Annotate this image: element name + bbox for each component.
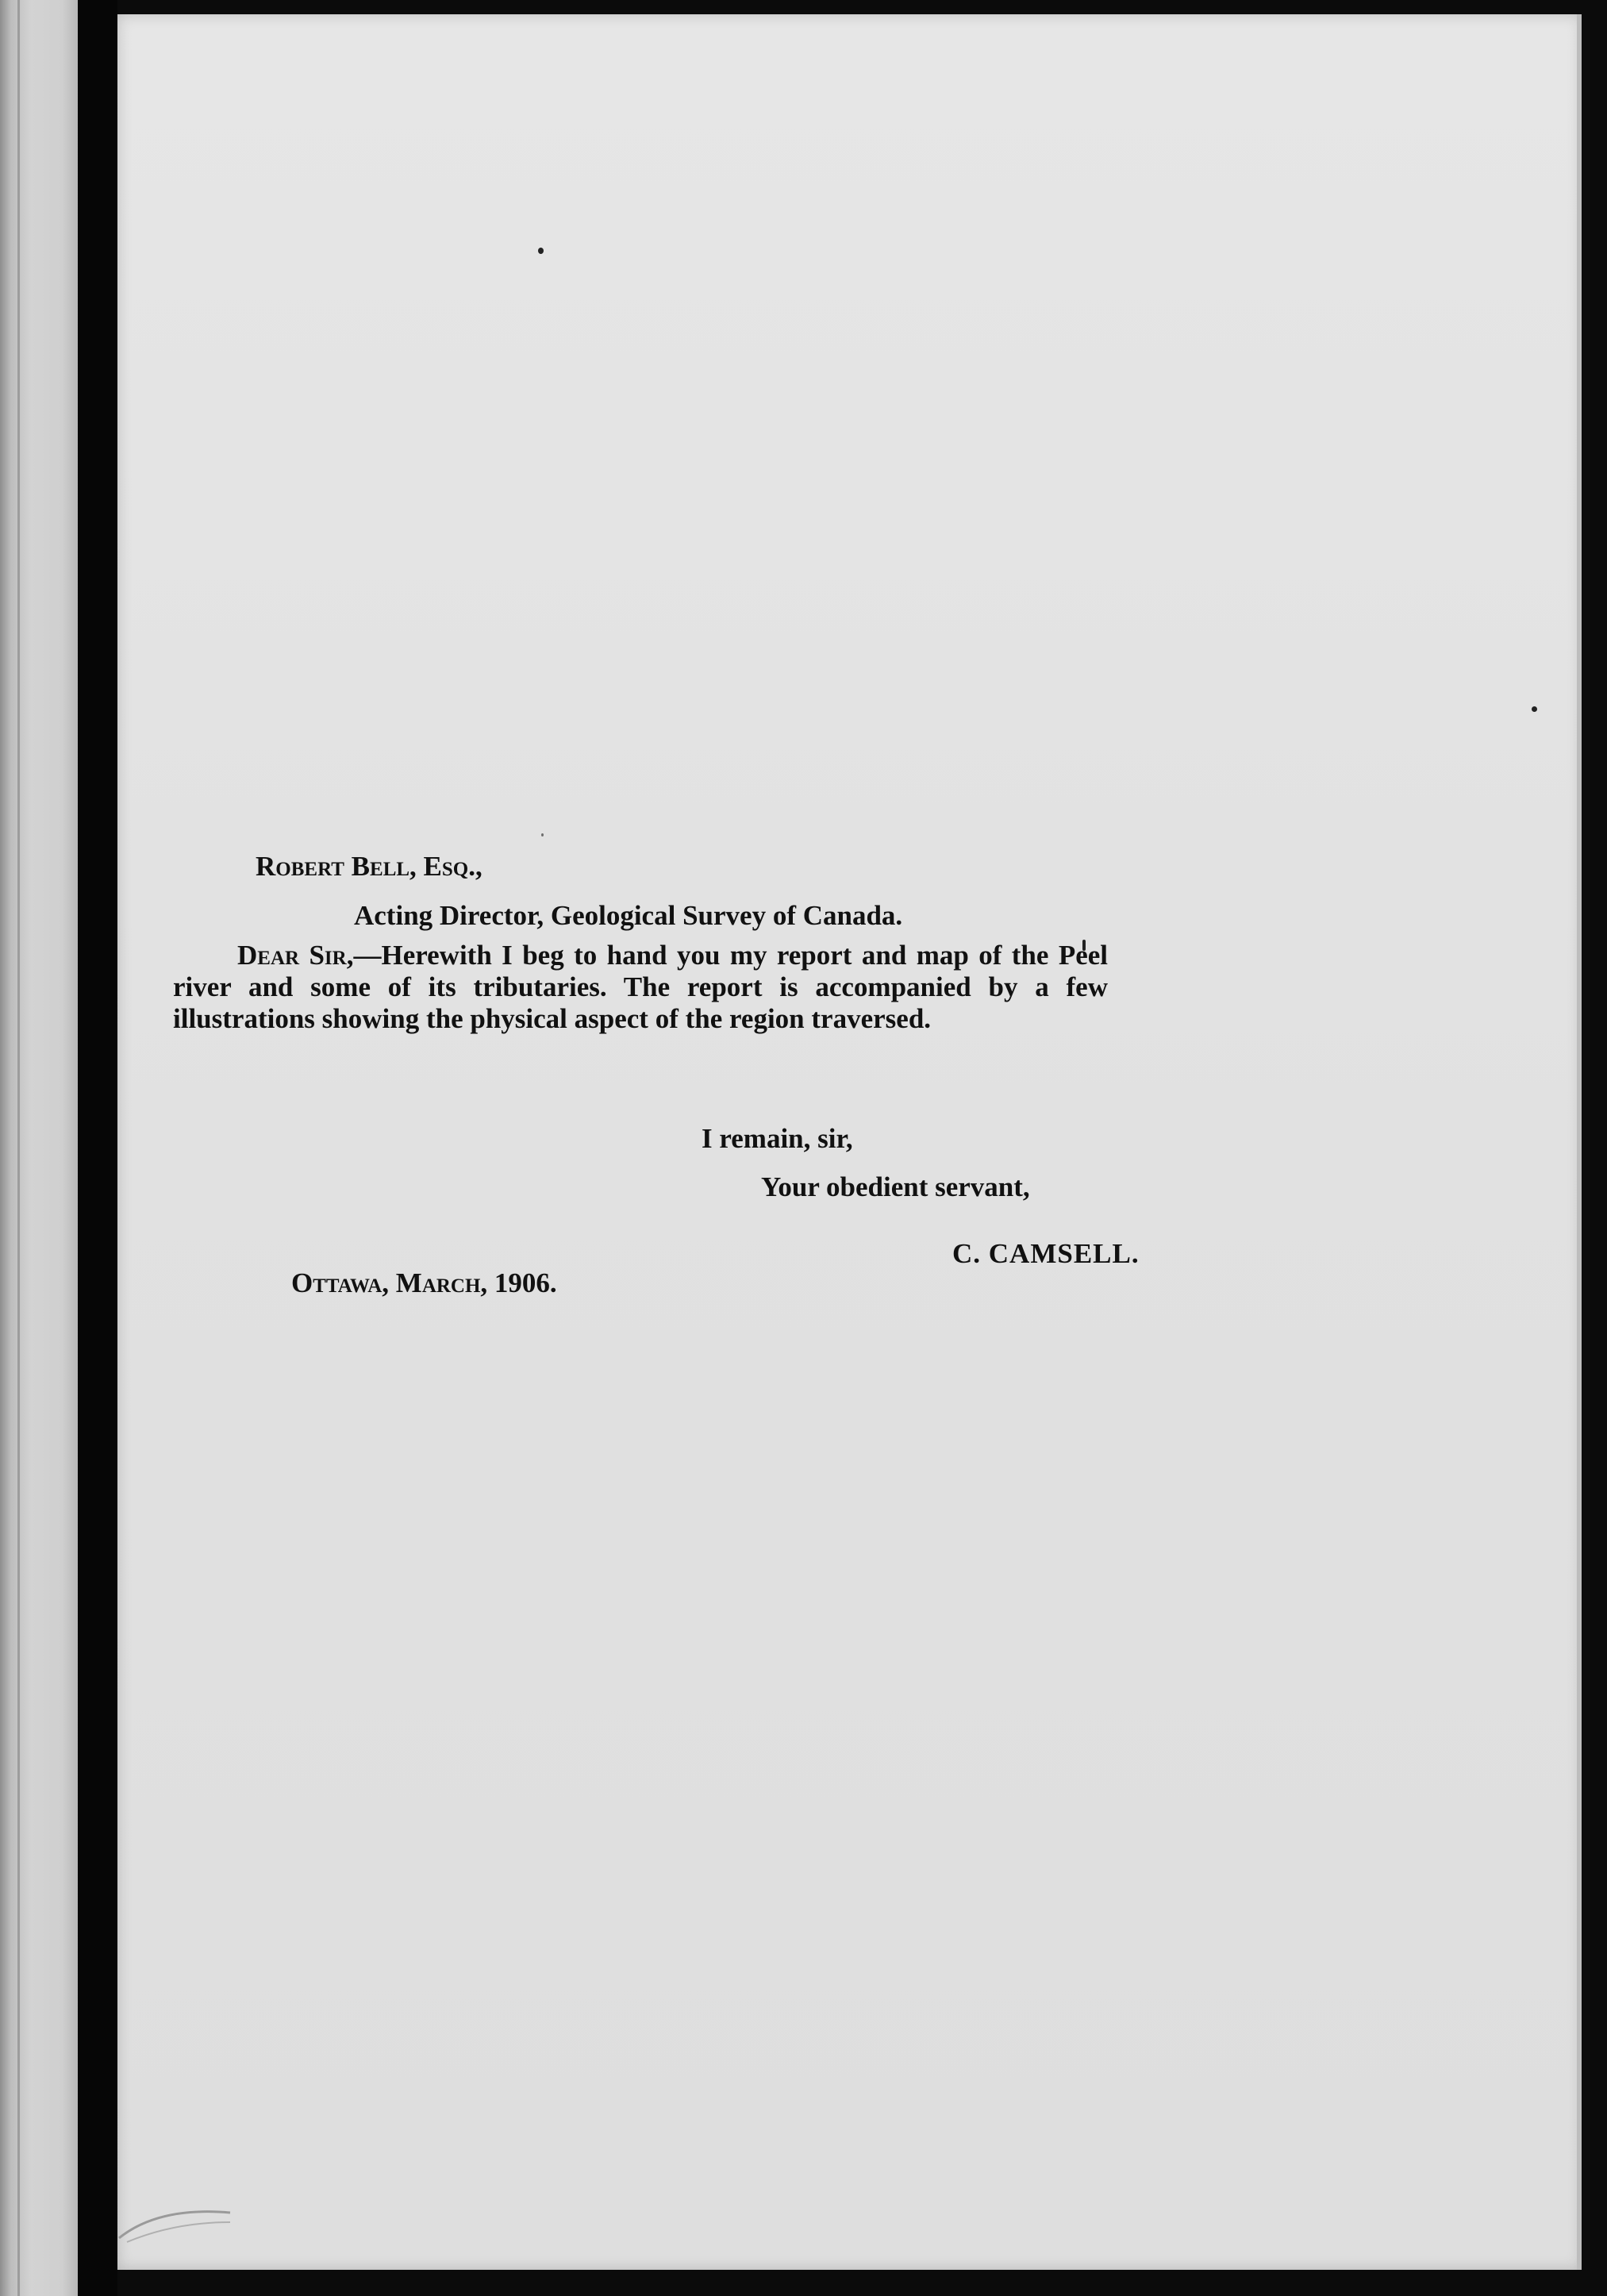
body-text: —Herewith I beg to hand you my report and map of the Peel river and some of its tributaries. The report is accompanied by a few illustrations showing the physical aspect of the region traversed. — [173, 940, 1108, 1034]
place-date — [291, 1267, 557, 1299]
paper-curl-mark — [111, 2198, 238, 2246]
signature-text: C. CAMSELL. — [952, 1238, 1140, 1269]
closing-line-1-text: I remain, sir, — [702, 1123, 853, 1154]
addressee-title — [354, 900, 902, 932]
closing-line-2-text: Your obedient servant, — [761, 1171, 1030, 1202]
salutation: Dear Sir, — [237, 940, 354, 971]
addressee-name — [256, 851, 482, 883]
dust-speck — [541, 833, 544, 836]
dust-speck — [1532, 706, 1537, 712]
page-right-edge — [1577, 14, 1582, 2270]
facing-page-edge — [0, 0, 78, 2296]
book-spine — [78, 0, 117, 2296]
closing-line-1 — [702, 1123, 853, 1155]
addressee-title-text: Acting Director, Geological Survey of Canada. — [354, 900, 903, 931]
letter-body — [173, 940, 1108, 1035]
signature — [952, 1238, 1140, 1270]
closing-line-2 — [761, 1171, 1030, 1203]
place-date-text: Ottawa, March, 1906. — [291, 1267, 557, 1298]
addressee-name-text: Robert Bell, Esq., — [256, 851, 482, 882]
dust-speck — [538, 248, 544, 254]
page-fold-line — [17, 0, 20, 2296]
